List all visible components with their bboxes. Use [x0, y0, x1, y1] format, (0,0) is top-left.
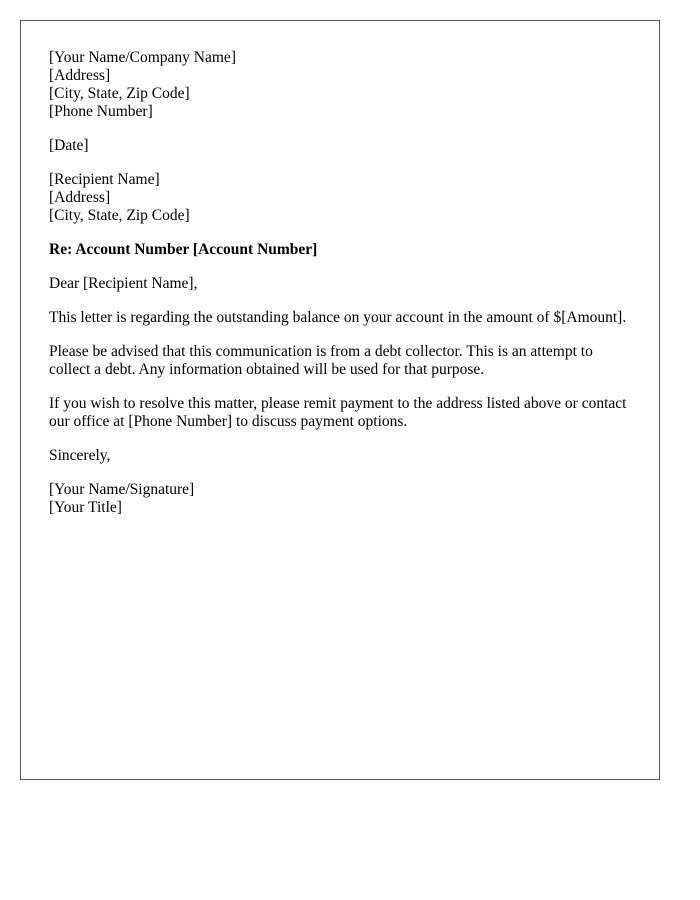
- closing: Sincerely,: [49, 447, 111, 464]
- body-paragraph-2: Please be advised that this communication is from a debt collector. This is an attempt to collect a debt. Any information obtained will be used for that purpose.: [49, 343, 593, 378]
- sender-city-state-zip: [City, State, Zip Code]: [49, 85, 190, 102]
- subject-block: [49, 241, 629, 259]
- signature-block: [49, 481, 629, 517]
- sender-phone: [Phone Number]: [49, 103, 153, 120]
- sender-block: [49, 49, 629, 121]
- recipient-city-state-zip: [City, State, Zip Code]: [49, 207, 190, 224]
- sender-address: [Address]: [49, 67, 111, 84]
- signature-name: [Your Name/Signature]: [49, 481, 195, 498]
- sender-name: [Your Name/Company Name]: [49, 49, 236, 66]
- letter-page: [20, 20, 660, 780]
- body-paragraph-3: If you wish to resolve this matter, please remit payment to the address listed above or contact our office at [Phone Number] to discuss payment options.: [49, 395, 627, 430]
- recipient-name: [Recipient Name]: [49, 171, 160, 188]
- closing-block: [49, 447, 629, 465]
- body-paragraph-1: This letter is regarding the outstanding balance on your account in the amount of $[Amount].: [49, 309, 627, 326]
- recipient-address: [Address]: [49, 189, 111, 206]
- recipient-block: [49, 171, 629, 225]
- salutation-block: [49, 275, 629, 293]
- letter-date: [Date]: [49, 137, 89, 154]
- letter-content: [49, 49, 629, 533]
- salutation: Dear [Recipient Name],: [49, 275, 198, 292]
- date-block: [49, 137, 629, 155]
- subject-line: Re: Account Number [Account Number]: [49, 241, 318, 258]
- signature-title: [Your Title]: [49, 499, 122, 516]
